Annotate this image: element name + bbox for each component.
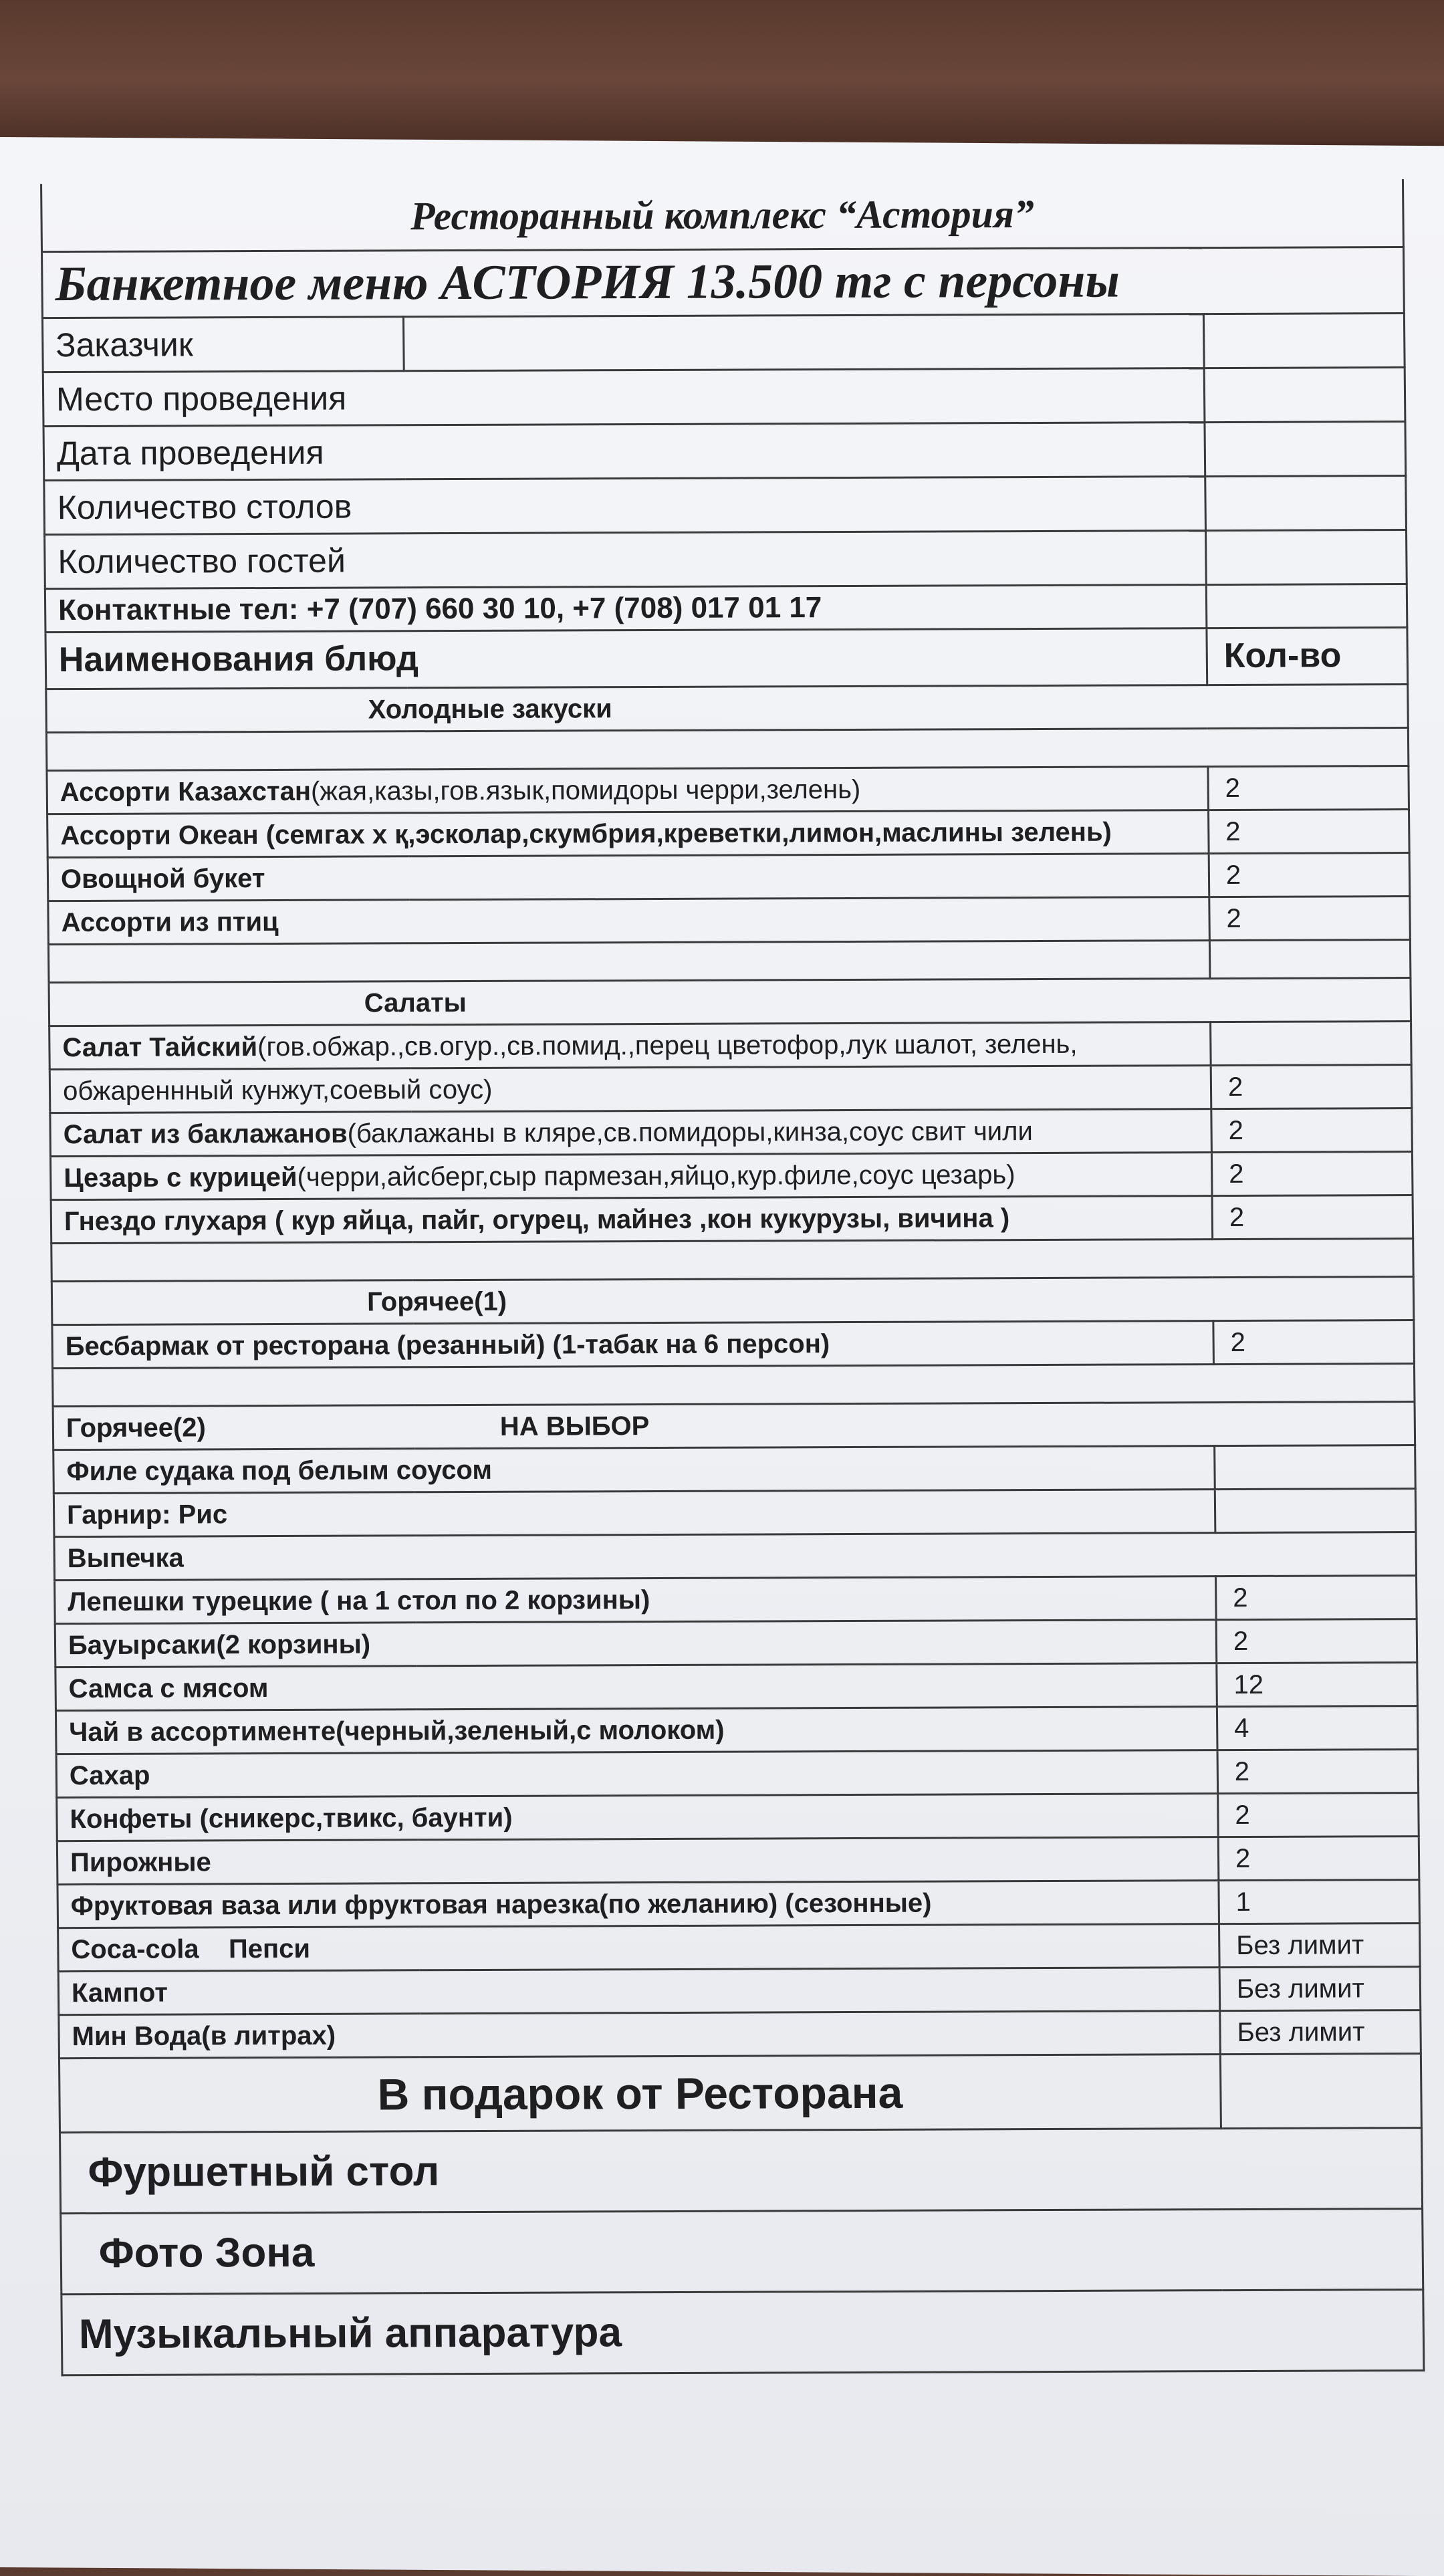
dish-qty: 1 (1219, 1880, 1420, 1924)
contacts-field (1206, 584, 1407, 628)
guests-field[interactable] (1205, 530, 1407, 585)
date-label: Дата проведения (43, 423, 1205, 481)
hot2-title: Горячее(2) (66, 1413, 207, 1443)
dish-name: Чай в ассортименте(черный,зеленый,с молоком) (55, 1707, 1217, 1754)
dish-qty (1215, 1445, 1416, 1490)
dish-qty: 2 (1208, 810, 1409, 854)
complex-title: Ресторанный комплекс “Астория” (41, 179, 1404, 252)
date-field[interactable] (1205, 422, 1406, 477)
qty-header: Кол-во (1207, 628, 1408, 685)
dish-qty: 2 (1218, 1793, 1419, 1837)
dish-qty: 4 (1217, 1706, 1418, 1750)
dish-name (47, 767, 1209, 814)
customer-field[interactable] (403, 314, 1204, 371)
dish-qty: 2 (1218, 1837, 1419, 1881)
bakery-section-title: Выпечка (54, 1532, 1417, 1580)
dish-qty: 2 (1211, 1108, 1413, 1153)
salads-section-title: Салаты (49, 978, 1411, 1026)
dish-qty: 12 (1217, 1663, 1418, 1707)
dish-name: Бесбармак от ресторана (резанный) (1-табак на 6 персон) (52, 1321, 1214, 1369)
dish-name: Пирожные (57, 1837, 1219, 1885)
gift-item: Музыкальный аппаратура (62, 2290, 1424, 2375)
dish-qty: 2 (1209, 897, 1411, 941)
dish-qty: 2 (1209, 853, 1410, 897)
dish-qty: 2 (1216, 1619, 1417, 1663)
dish-detail: (баклажаны в кляре,св.помидоры,кинза,соус свит чили (347, 1117, 1034, 1149)
dish-name: Coca-cola Пепси (58, 1924, 1220, 1972)
tables-label: Количество столов (44, 477, 1206, 535)
dish-qty: Без лимит (1219, 1967, 1421, 2011)
venue-label: Место проведения (43, 368, 1205, 427)
dish-qty: 2 (1212, 1195, 1413, 1240)
dish-name: Гарнир: Рис (53, 1490, 1215, 1537)
empty-row (53, 1364, 1415, 1407)
dish-name (49, 1022, 1211, 1070)
dish-qty: 2 (1215, 1576, 1417, 1620)
dish-name: Овощной букет (47, 854, 1209, 901)
gift-title: В подарок от Ресторана (59, 2055, 1221, 2133)
dish-name-header: Наименования блюд (45, 628, 1207, 689)
dish-name: Фруктовая ваза или фруктовая нарезка(по желанию) (сезонные) (57, 1881, 1219, 1928)
cold-section-title: Холодные закуски (46, 685, 1409, 733)
empty-row (51, 1239, 1413, 1282)
dish-detail: (черри,айсберг,сыр пармезан,яйцо,кур.филе,соус цезарь) (297, 1160, 1015, 1192)
menu-title: Банкетное меню АСТОРИЯ 13.500 тг с персоны (42, 247, 1405, 318)
dish-name: Кампот (58, 1968, 1220, 2015)
hot2-choice-label: НА ВЫБОР (499, 1411, 650, 1441)
gift-item: Фото Зона (61, 2209, 1423, 2295)
dish-name: Ассорти Океан (семгах х қ,эсколар,скумбрия,креветки,лимон,маслины зелень) (47, 810, 1209, 858)
dish-qty: 2 (1211, 1065, 1412, 1109)
dish-qty: 2 (1213, 1320, 1415, 1365)
dish-qty: 2 (1211, 1152, 1413, 1196)
dish-qty: Без лимит (1220, 2010, 1421, 2055)
hot1-section-title: Горячее(1) (51, 1277, 1414, 1325)
empty-row (48, 941, 1209, 983)
dish-name: Лепешки турецкие ( на 1 стол по 2 корзины) (55, 1576, 1217, 1624)
dish-name: Конфеты (сникерс,твикс, баунти) (57, 1794, 1219, 1841)
dish-qty: Без лимит (1219, 1923, 1420, 1968)
dish-name (51, 1153, 1213, 1200)
customer-label: Заказчик (42, 317, 404, 372)
gift-qty (1220, 2054, 1421, 2129)
customer-extra-field[interactable] (1203, 314, 1405, 368)
dish-name: Бауырсаки(2 корзины) (55, 1620, 1217, 1667)
hot2-section-title (53, 1402, 1415, 1450)
dish-name: Гнездо глухаря ( кур яйца, пайг, огурец, майнез ,кон кукурузы, вичина ) (51, 1196, 1213, 1244)
dish-qty: 2 (1208, 766, 1409, 810)
dish-name (50, 1109, 1212, 1157)
dish-name: Ассорти из птиц (48, 897, 1210, 945)
dish-qty: 2 (1217, 1750, 1419, 1794)
gift-item: Фуршетный стол (60, 2128, 1423, 2214)
dish-title: Салат Тайский (62, 1032, 258, 1063)
dish-name: Мин Вода(в литрах) (59, 2011, 1221, 2059)
dish-qty-empty (1211, 1022, 1412, 1066)
dish-title: Ассорти Казахстан (59, 776, 312, 808)
dish-title: Салат из баклажанов (63, 1119, 348, 1150)
dish-detail-continued: обжареннный кунжут,соевый соус) (49, 1066, 1211, 1113)
dish-name: Филе судака под белым соусом (53, 1446, 1215, 1494)
empty-row (46, 728, 1408, 771)
tables-field[interactable] (1205, 476, 1407, 531)
dish-detail: (гов.обжар.,св.огур.,св.помид.,перец цветофор,лук шалот, зелень, (257, 1029, 1078, 1062)
contacts-label: Контактные тел: +7 (707) 660 30 10, +7 (708) 017 01 17 (45, 585, 1207, 632)
banquet-menu-form (40, 179, 1425, 2376)
dish-name: Сахар (56, 1750, 1218, 1798)
paper-sheet (0, 137, 1444, 2576)
dish-name: Самса с мясом (55, 1663, 1217, 1711)
empty-qty (1209, 940, 1411, 979)
dish-title: Цезарь с курицей (64, 1162, 297, 1193)
menu-table (40, 179, 1425, 2376)
dish-qty (1215, 1489, 1416, 1533)
guests-label: Количество гостей (45, 531, 1207, 589)
dish-detail: (жая,казы,гов.язык,помидоры черри,зелень) (310, 774, 861, 806)
venue-field[interactable] (1204, 368, 1405, 423)
